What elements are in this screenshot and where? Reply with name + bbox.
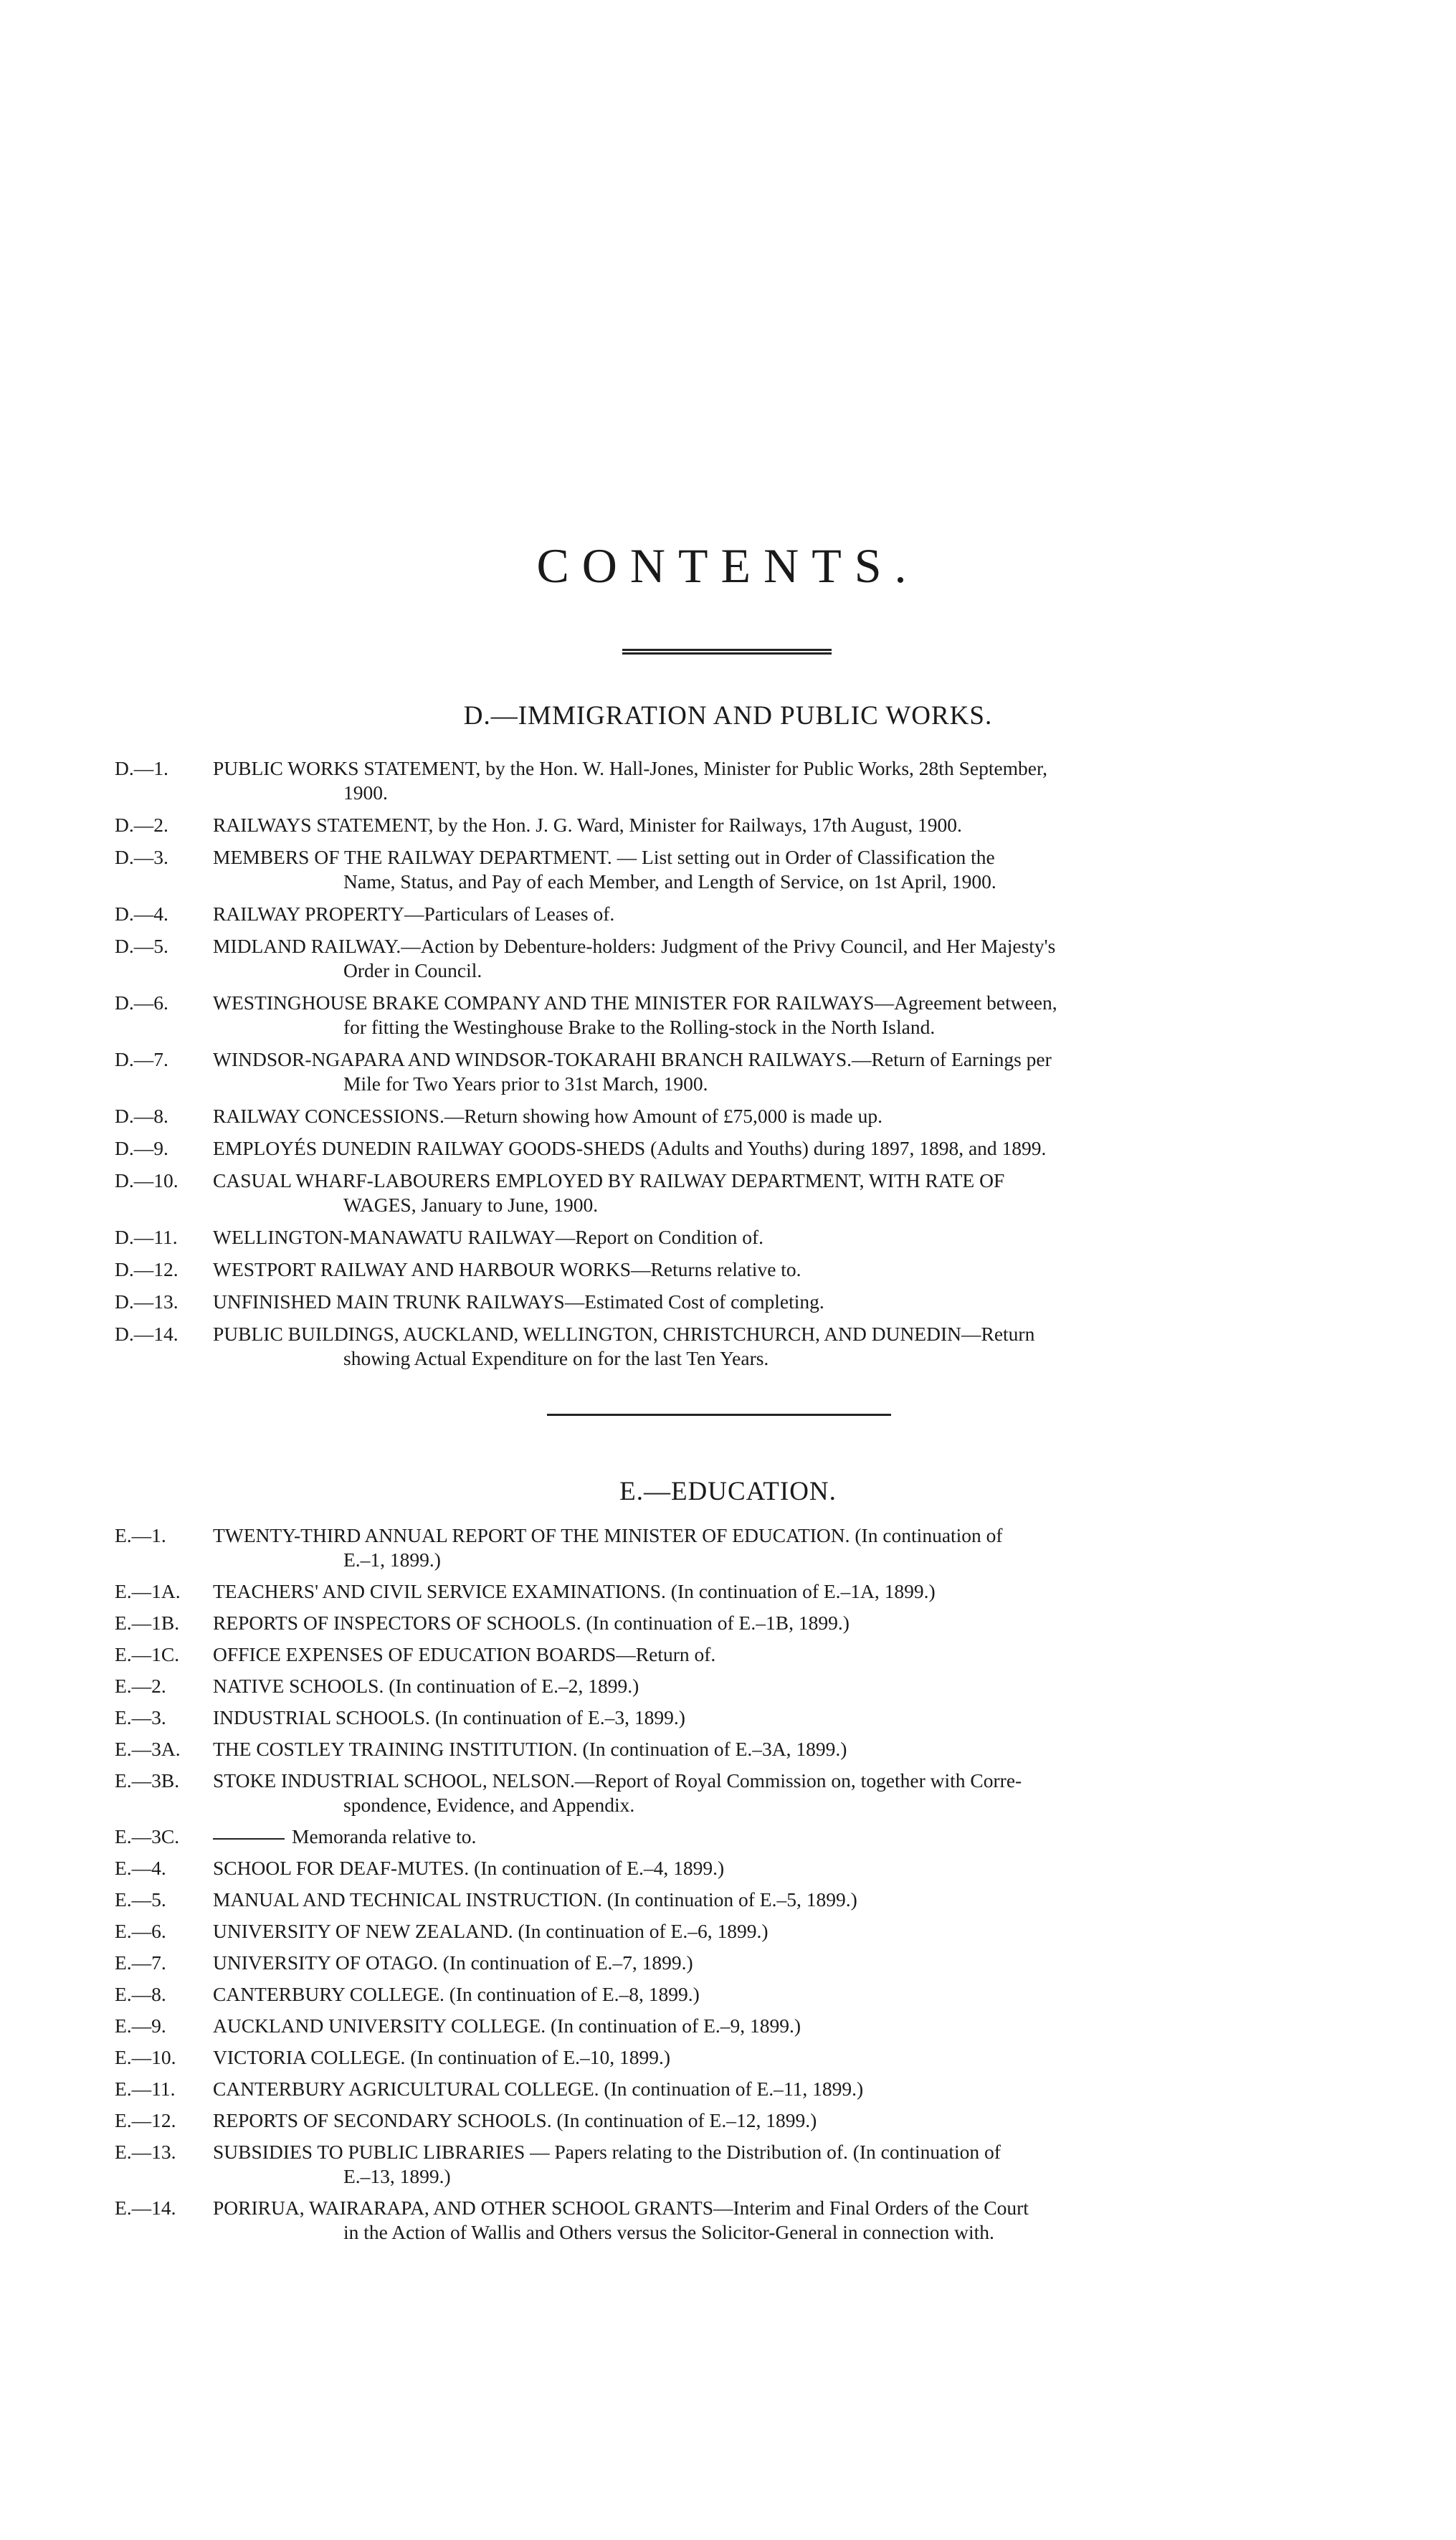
entry-title: UNIVERSITY OF OTAGO. (In continuation of E.–7, 1899.) — [213, 1951, 693, 1974]
entry-text-block — [213, 1169, 1324, 1217]
section-heading-d: D.—IMMIGRATION AND PUBLIC WORKS. — [463, 701, 993, 731]
entry-continuation: Mile for Two Years prior to 31st March, 1900. — [343, 1072, 708, 1095]
entry-title: PUBLIC BUILDINGS, AUCKLAND, WELLINGTON, CHRISTCHURCH, AND DUNEDIN—Return — [213, 1323, 1035, 1345]
entry-text-block — [213, 756, 1324, 805]
entry-title: REPORTS OF INSPECTORS OF SCHOOLS. (In continuation of E.–1B, 1899.) — [213, 1612, 850, 1634]
page-title: CONTENTS. — [536, 538, 920, 593]
entry-text-block — [213, 1225, 1324, 1250]
entry-title: TWENTY-THIRD ANNUAL REPORT OF THE MINISTER OF EDUCATION. (In continuation of — [213, 1524, 1003, 1546]
entry-number: E.—6. — [115, 1920, 166, 1942]
entry-number: D.—6. — [115, 991, 168, 1014]
contents-entry — [0, 1257, 1456, 1282]
entry-number: E.—4. — [115, 1857, 166, 1879]
entry-text-block — [213, 1322, 1324, 1371]
contents-entry — [0, 1888, 1456, 1912]
entry-text-block — [213, 1919, 1324, 1944]
entry-title: VICTORIA COLLEGE. (In continuation of E.–10, 1899.) — [213, 2046, 671, 2068]
entry-number: D.—3. — [115, 846, 168, 868]
entry-text-block — [213, 1769, 1324, 1817]
entry-title: MEMBERS OF THE RAILWAY DEPARTMENT. — List setting out in Order of Classification the — [213, 846, 995, 868]
entry-title: RAILWAY PROPERTY—Particulars of Leases of. — [213, 903, 615, 925]
entry-text-block — [213, 1706, 1324, 1730]
entry-number: E.—8. — [115, 1983, 166, 2005]
contents-entry — [0, 813, 1456, 837]
entry-number: E.—1B. — [115, 1612, 180, 1634]
entry-title: REPORTS OF SECONDARY SCHOOLS. (In continuation of E.–12, 1899.) — [213, 2109, 817, 2131]
contents-entry — [0, 2077, 1456, 2101]
entry-number: D.—1. — [115, 757, 168, 779]
contents-entry — [0, 934, 1456, 983]
section-divider-rule — [547, 1414, 891, 1416]
entry-title: RAILWAY CONCESSIONS.—Return showing how Amount of £75,000 is made up. — [213, 1105, 882, 1127]
entry-text-block — [213, 2077, 1324, 2101]
entry-text-block — [213, 2108, 1324, 2133]
contents-entry — [0, 1706, 1456, 1730]
entry-title: UNFINISHED MAIN TRUNK RAILWAYS—Estimated Cost of completing. — [213, 1290, 824, 1313]
entry-continuation: Name, Status, and Pay of each Member, and Length of Service, on 1st April, 1900. — [343, 870, 996, 893]
entry-text-block — [213, 1104, 1324, 1128]
entry-number: D.—5. — [115, 935, 168, 957]
section-d-list — [0, 756, 1456, 1379]
entry-text-block — [213, 1888, 1324, 1912]
contents-entry — [0, 1322, 1456, 1371]
contents-entry — [0, 845, 1456, 894]
entry-text-block — [213, 991, 1324, 1040]
entry-title: WESTPORT RAILWAY AND HARBOUR WORKS—Returns relative to. — [213, 1258, 801, 1280]
entry-number: D.—14. — [115, 1323, 179, 1345]
contents-entry — [0, 1737, 1456, 1761]
entry-text-block — [213, 902, 1324, 926]
entry-number: D.—2. — [115, 814, 168, 836]
entry-title: CANTERBURY AGRICULTURAL COLLEGE. (In continuation of E.–11, 1899.) — [213, 2078, 864, 2100]
entry-continuation: WAGES, January to June, 1900. — [343, 1194, 599, 1216]
entry-text-block — [213, 1982, 1324, 2007]
contents-entry — [0, 2196, 1456, 2245]
entry-text-block — [213, 1737, 1324, 1761]
entry-number: E.—3. — [115, 1706, 166, 1728]
contents-entry — [0, 756, 1456, 805]
entry-number: D.—10. — [115, 1169, 179, 1191]
contents-entry — [0, 2108, 1456, 2133]
entry-text-block — [213, 1579, 1324, 1604]
contents-entry — [0, 1674, 1456, 1698]
entry-number: D.—8. — [115, 1105, 168, 1127]
entry-text-block — [213, 1047, 1324, 1096]
entry-text-block — [213, 1611, 1324, 1635]
entry-continuation: E.–13, 1899.) — [343, 2165, 451, 2187]
contents-entry — [0, 1136, 1456, 1161]
entry-text-block — [213, 845, 1324, 894]
entry-title: EMPLOYÉS DUNEDIN RAILWAY GOODS-SHEDS (Adults and Youths) during 1897, 1898, and 1899. — [213, 1137, 1047, 1159]
entry-continuation: showing Actual Expenditure on for the last Ten Years. — [343, 1347, 769, 1369]
entry-number: E.—3C. — [115, 1825, 180, 1847]
ditto-dash — [213, 1838, 285, 1840]
entry-text-block — [213, 1951, 1324, 1975]
entry-number: D.—12. — [115, 1258, 179, 1280]
entry-title: Memoranda relative to. — [292, 1825, 477, 1847]
entry-text-block — [213, 2014, 1324, 2038]
contents-entry — [0, 1825, 1456, 1849]
entry-title: PUBLIC WORKS STATEMENT, by the Hon. W. Hall-Jones, Minister for Public Works, 28th September, — [213, 757, 1047, 779]
entry-number: E.—2. — [115, 1675, 166, 1697]
contents-entry — [0, 1104, 1456, 1128]
entry-number: E.—13. — [115, 2141, 176, 2163]
entry-number: E.—5. — [115, 1888, 166, 1911]
entry-title: MIDLAND RAILWAY.—Action by Debenture-holders: Judgment of the Privy Council, and Her Majesty's — [213, 935, 1056, 957]
entry-text-block — [213, 1642, 1324, 1667]
entry-number: D.—13. — [115, 1290, 179, 1313]
entry-number: E.—9. — [115, 2015, 166, 2037]
entry-title: SCHOOL FOR DEAF-MUTES. (In continuation of E.–4, 1899.) — [213, 1857, 725, 1879]
section-e-list — [0, 1523, 1456, 2252]
entry-title: NATIVE SCHOOLS. (In continuation of E.–2, 1899.) — [213, 1675, 639, 1697]
entry-title: WINDSOR-NGAPARA AND WINDSOR-TOKARAHI BRANCH RAILWAYS.—Return of Earnings per — [213, 1048, 1052, 1070]
entry-text-block — [213, 1825, 1324, 1849]
entry-number: E.—1A. — [115, 1580, 181, 1602]
entry-title: WESTINGHOUSE BRAKE COMPANY AND THE MINISTER FOR RAILWAYS—Agreement between, — [213, 991, 1057, 1014]
entry-title: TEACHERS' AND CIVIL SERVICE EXAMINATIONS. (In continuation of E.–1A, 1899.) — [213, 1580, 936, 1602]
contents-entry — [0, 2014, 1456, 2038]
contents-entry — [0, 1579, 1456, 1604]
entry-title: UNIVERSITY OF NEW ZEALAND. (In continuation of E.–6, 1899.) — [213, 1920, 769, 1942]
entry-title: MANUAL AND TECHNICAL INSTRUCTION. (In continuation of E.–5, 1899.) — [213, 1888, 857, 1911]
contents-entry — [0, 1951, 1456, 1975]
contents-entry — [0, 1919, 1456, 1944]
entry-text-block — [213, 1257, 1324, 1282]
entry-title: SUBSIDIES TO PUBLIC LIBRARIES — Papers relating to the Distribution of. (In continuation of — [213, 2141, 1001, 2163]
entry-continuation: 1900. — [343, 781, 388, 804]
entry-text-block — [213, 2045, 1324, 2070]
entry-title: STOKE INDUSTRIAL SCHOOL, NELSON.—Report of Royal Commission on, together with Corre- — [213, 1769, 1022, 1792]
entry-number: E.—1. — [115, 1524, 166, 1546]
entry-continuation: E.–1, 1899.) — [343, 1549, 441, 1571]
entry-title: INDUSTRIAL SCHOOLS. (In continuation of E.–3, 1899.) — [213, 1706, 685, 1728]
contents-entry — [0, 1982, 1456, 2007]
entry-number: E.—14. — [115, 2197, 176, 2219]
entry-text-block — [213, 1290, 1324, 1314]
entry-number: D.—7. — [115, 1048, 168, 1070]
entry-number: E.—3B. — [115, 1769, 180, 1792]
entry-continuation: spondence, Evidence, and Appendix. — [343, 1794, 635, 1816]
entry-title: CASUAL WHARF-LABOURERS EMPLOYED BY RAILWAY DEPARTMENT, WITH RATE OF — [213, 1169, 1005, 1191]
entry-text-block — [213, 1523, 1324, 1572]
entry-number: D.—9. — [115, 1137, 168, 1159]
entry-text-block — [213, 2196, 1324, 2245]
title-double-rule — [622, 649, 832, 655]
entry-text-block — [213, 2140, 1324, 2189]
entry-title: CANTERBURY COLLEGE. (In continuation of E.–8, 1899.) — [213, 1983, 700, 2005]
entry-text-block — [213, 1856, 1324, 1880]
section-heading-e: E.—EDUCATION. — [619, 1477, 837, 1506]
contents-entry — [0, 991, 1456, 1040]
contents-entry — [0, 1523, 1456, 1572]
entry-continuation: for fitting the Westinghouse Brake to the Rolling-stock in the North Island. — [343, 1016, 936, 1038]
entry-text-block — [213, 934, 1324, 983]
entry-text-block — [213, 1136, 1324, 1161]
contents-entry — [0, 902, 1456, 926]
contents-entry — [0, 1769, 1456, 1817]
entry-number: E.—12. — [115, 2109, 176, 2131]
entry-text-block — [213, 813, 1324, 837]
entry-title: OFFICE EXPENSES OF EDUCATION BOARDS—Return of. — [213, 1643, 716, 1665]
entry-number: E.—1C. — [115, 1643, 180, 1665]
entry-number: E.—7. — [115, 1951, 166, 1974]
entry-number: E.—3A. — [115, 1738, 181, 1760]
contents-entry — [0, 1047, 1456, 1096]
entry-title: WELLINGTON-MANAWATU RAILWAY—Report on Condition of. — [213, 1226, 763, 1248]
contents-entry — [0, 2140, 1456, 2189]
contents-entry — [0, 1611, 1456, 1635]
entry-continuation: Order in Council. — [343, 959, 482, 981]
entry-number: D.—11. — [115, 1226, 178, 1248]
entry-title: RAILWAYS STATEMENT, by the Hon. J. G. Ward, Minister for Railways, 17th August, 1900. — [213, 814, 962, 836]
contents-entry — [0, 1642, 1456, 1667]
contents-entry — [0, 1225, 1456, 1250]
entry-title: PORIRUA, WAIRARAPA, AND OTHER SCHOOL GRANTS—Interim and Final Orders of the Court — [213, 2197, 1029, 2219]
entry-title: AUCKLAND UNIVERSITY COLLEGE. (In continuation of E.–9, 1899.) — [213, 2015, 801, 2037]
entry-number: E.—11. — [115, 2078, 176, 2100]
entry-text-block — [213, 1674, 1324, 1698]
entry-title: THE COSTLEY TRAINING INSTITUTION. (In continuation of E.–3A, 1899.) — [213, 1738, 847, 1760]
contents-entry — [0, 1290, 1456, 1314]
entry-continuation: in the Action of Wallis and Others versus the Solicitor-General in connection with. — [343, 2221, 994, 2243]
contents-entry — [0, 1856, 1456, 1880]
entry-number: D.—4. — [115, 903, 168, 925]
entry-number: E.—10. — [115, 2046, 176, 2068]
contents-entry — [0, 2045, 1456, 2070]
contents-entry — [0, 1169, 1456, 1217]
